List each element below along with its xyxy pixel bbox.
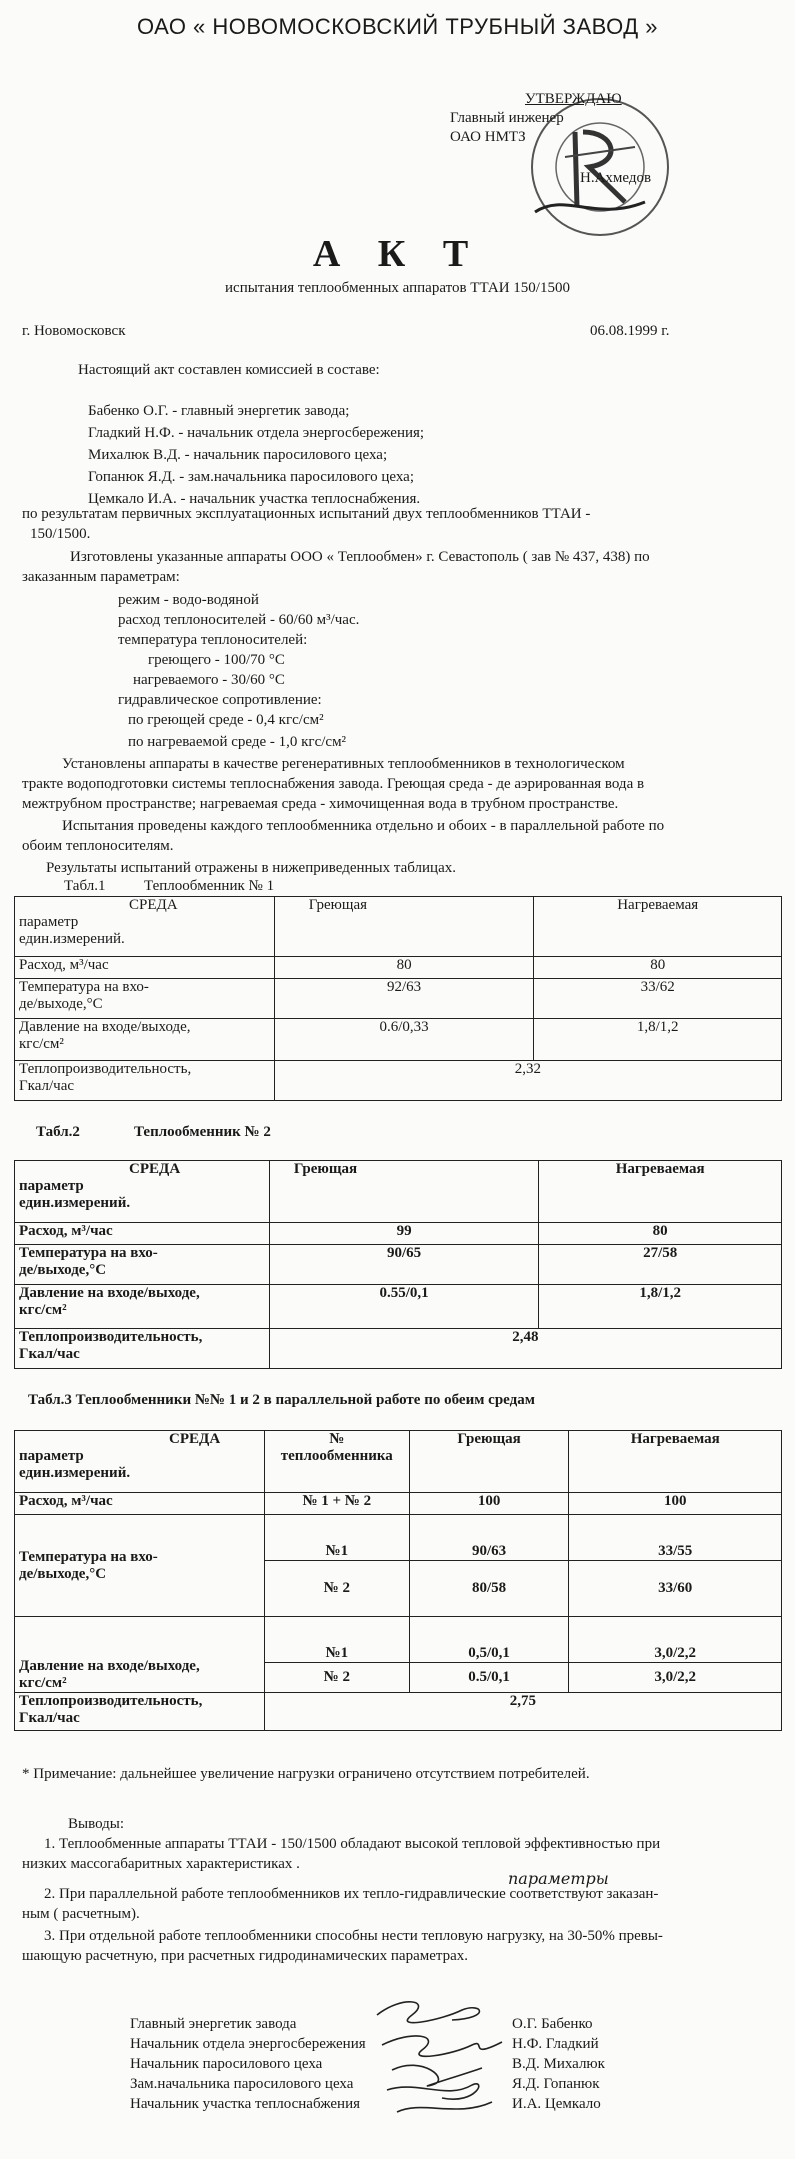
row-label-line: Теплопроизводительность, xyxy=(19,1693,203,1709)
signature-name: В.Д. Михалюк xyxy=(512,2056,605,2072)
cell-value: 3,0/2,2 xyxy=(569,1663,782,1693)
row-label-line: Гкал/час xyxy=(19,1078,75,1094)
table-row xyxy=(15,1431,782,1493)
table-row xyxy=(15,1693,782,1731)
row-label-line: Давление на входе/выходе, xyxy=(19,1285,200,1301)
row-label-line: Температура на вхо- xyxy=(19,1245,158,1261)
signature-role: Начальник участка теплоснабжения xyxy=(130,2096,361,2112)
header-heating: Греющая xyxy=(293,1161,358,1177)
cell-value: 1,8/1,2 xyxy=(539,1285,782,1329)
table-row xyxy=(15,957,782,979)
header-param: параметр xyxy=(19,914,79,930)
signature-role: Зам.начальника паросилового цеха xyxy=(130,2076,354,2092)
signature-name: И.А. Цемкало xyxy=(512,2096,601,2112)
header-heating: Греющая xyxy=(409,1431,569,1493)
row-label-line: Давление на входе/выходе, xyxy=(19,1019,191,1035)
header-number: № xyxy=(329,1431,345,1447)
header-env: СРЕДА xyxy=(129,897,178,913)
header-env: СРЕДА xyxy=(169,1431,221,1447)
conclusion-line: 1. Теплообменные аппараты ТТАИ - 150/1500 обладают высокой тепловой эффективностью при xyxy=(44,1836,661,1852)
cell-value: № 2 xyxy=(264,1663,409,1693)
cell-value: № 2 xyxy=(264,1561,409,1617)
header-units: един.измерений. xyxy=(19,1465,131,1481)
act-title: А К Т xyxy=(312,233,483,275)
act-subtitle: испытания теплообменных аппаратов ТТАИ 150/1500 xyxy=(225,280,570,296)
row-label xyxy=(15,1329,270,1369)
table2-caption-number: Табл.2 xyxy=(36,1124,80,1140)
header-exchanger: теплообменника xyxy=(280,1448,393,1464)
row-label-line: Температура на вхо- xyxy=(19,979,149,995)
cell-value: 2,75 xyxy=(264,1693,781,1731)
cell-value: 0.55/0,1 xyxy=(269,1285,539,1329)
cell-value: 90/65 xyxy=(269,1245,539,1285)
table-header-cell xyxy=(534,897,782,957)
results-line: по результатам первичных эксплуатационных испытаний двух теплообменников ТТАИ - xyxy=(22,506,591,522)
row-label xyxy=(15,1245,270,1285)
table-row xyxy=(15,1515,782,1561)
table-row xyxy=(15,897,782,957)
row-label-line: Гкал/час xyxy=(19,1710,80,1726)
cell-value: 92/63 xyxy=(274,979,534,1019)
cell-value: 80 xyxy=(534,957,782,979)
cell-value: 80/58 xyxy=(409,1561,569,1617)
conclusion-line: низких массогабаритных характеристиках . xyxy=(22,1856,300,1872)
table3 xyxy=(14,1430,782,1731)
header-param: параметр xyxy=(19,1448,84,1464)
handwritten-insert: параметры xyxy=(508,1869,609,1888)
table-row xyxy=(15,1019,782,1061)
table-row xyxy=(15,1161,782,1223)
header-heated: Нагреваемая xyxy=(615,1161,705,1177)
row-label-line: кгс/см² xyxy=(19,1675,67,1691)
signature-role: Начальник паросилового цеха xyxy=(130,2056,323,2072)
table-row xyxy=(15,1285,782,1329)
table-header-cell xyxy=(264,1431,409,1493)
cell-value: № 1 + № 2 xyxy=(264,1493,409,1515)
table-row xyxy=(15,979,782,1019)
cell-value: 2,48 xyxy=(269,1329,781,1369)
table1-caption: Теплообменник № 1 xyxy=(144,878,275,894)
commission-member: Гладкий Н.Ф. - начальник отдела энергосбережения; xyxy=(88,425,425,441)
cell-value: 100 xyxy=(409,1493,569,1515)
table2 xyxy=(14,1160,782,1369)
row-label-line: де/выходе,°С xyxy=(19,1565,107,1582)
commission-member: Цемкало И.А. - начальник участка теплоснабжения. xyxy=(88,491,421,507)
table-row xyxy=(15,1245,782,1285)
table-row xyxy=(15,1061,782,1101)
signature-name: О.Г. Бабенко xyxy=(512,2016,593,2032)
param-mode: режим - водо-водяной xyxy=(118,592,259,608)
param-flow: расход теплоносителей - 60/60 м³/час. xyxy=(118,612,360,628)
cell-value: 0.5/0,1 xyxy=(409,1663,569,1693)
row-label: Расход, м³/час xyxy=(15,957,275,979)
cell-value: 80 xyxy=(539,1223,782,1245)
signature-name: Я.Д. Гопанюк xyxy=(512,2076,600,2092)
header-heated: Нагреваемая xyxy=(569,1431,782,1493)
table2-caption: Теплообменник № 2 xyxy=(134,1124,271,1140)
paragraph-1-line: межтрубном пространстве; нагреваемая среда - химочищенная вода в трубном пространстве. xyxy=(22,796,619,812)
cell-value: 33/62 xyxy=(534,979,782,1019)
table3-caption: Табл.3 Теплообменники №№ 1 и 2 в параллельной работе по обеим средам xyxy=(28,1392,535,1408)
row-label-line: Температура на вхо- xyxy=(19,1548,158,1565)
row-label: Расход, м³/час xyxy=(15,1223,270,1245)
param-hydr1: по греющей среде - 0,4 кгс/см² xyxy=(128,712,324,728)
date: 06.08.1999 г. xyxy=(590,323,670,339)
cell-value: 90/63 xyxy=(409,1515,569,1561)
param-hydr2: по нагреваемой среде - 1,0 кгс/см² xyxy=(128,734,347,750)
table-header-cell xyxy=(269,1161,539,1223)
commission-member: Бабенко О.Г. - главный энергетик завода; xyxy=(88,403,350,419)
cell-value: 3,0/2,2 xyxy=(569,1617,782,1663)
cell-value: 0.6/0,33 xyxy=(274,1019,534,1061)
row-label xyxy=(15,1019,275,1061)
row-label-line: Теплопроизводительность, xyxy=(19,1061,192,1077)
row-label-line: Давление на входе/выходе, xyxy=(19,1658,200,1674)
row-label xyxy=(15,979,275,1019)
param-heated: нагреваемого - 30/60 °С xyxy=(133,672,285,688)
table-row xyxy=(15,1223,782,1245)
conclusion-line: 3. При отдельной работе теплообменники способны нести тепловую нагрузку, на 30-50% превы- xyxy=(44,1928,663,1944)
company-header: ОАО « НОВОМОСКОВСКИЙ ТРУБНЫЙ ЗАВОД » xyxy=(137,14,658,39)
commission-member: Михалюк В.Д. - начальник паросилового цеха; xyxy=(88,447,388,463)
approval-block xyxy=(450,90,651,188)
table-header-cell xyxy=(274,897,534,957)
row-label xyxy=(15,1515,265,1617)
signature-name: Н.Ф. Гладкий xyxy=(512,2036,599,2052)
approval-name: Н.Ахмедов xyxy=(580,170,652,186)
table-header-cell xyxy=(15,897,275,957)
header-units: един.измерений. xyxy=(19,931,125,947)
cell-value: 33/55 xyxy=(569,1515,782,1561)
param-heating: греющего - 100/70 °С xyxy=(148,652,285,668)
row-label xyxy=(15,1285,270,1329)
row-label-line: Гкал/час xyxy=(19,1346,80,1362)
row-label-line: де/выходе,°С xyxy=(19,1262,107,1278)
conclusions-title: Выводы: xyxy=(68,1816,125,1832)
signature-role: Главный энергетик завода xyxy=(130,2016,297,2032)
cell-value: №1 xyxy=(264,1515,409,1561)
cell-value: 33/60 xyxy=(569,1561,782,1617)
signature-role: Начальник отдела энергосбережения xyxy=(130,2036,366,2052)
paragraph-1-line: Установлены аппараты в качестве регенеративных теплообменников в технологическом xyxy=(62,756,625,772)
header-heating: Греющая xyxy=(308,897,367,913)
manufacturer-line: заказанным параметрам: xyxy=(22,569,180,585)
approval-role: Главный инженер xyxy=(450,110,564,126)
table-row xyxy=(15,1617,782,1663)
conclusion-line: шающую расчетную, при расчетных гидродинамических параметрах. xyxy=(22,1948,469,1964)
commission-member: Гопанюк Я.Д. - зам.начальника паросилового цеха; xyxy=(88,469,414,485)
row-label xyxy=(15,1693,265,1731)
row-label-line: де/выходе,°С xyxy=(19,996,103,1012)
paragraph-2-line: Испытания проведены каждого теплообменника отдельно и обоих - в параллельной работе по xyxy=(62,818,665,834)
row-label xyxy=(15,1061,275,1101)
table1-caption-number: Табл.1 xyxy=(64,878,106,894)
paragraph-3: Результаты испытаний отражены в нижеприведенных таблицах. xyxy=(46,860,456,876)
row-label xyxy=(15,1617,265,1693)
cell-value: 100 xyxy=(569,1493,782,1515)
handwritten-signatures xyxy=(372,1990,522,2125)
header-env: СРЕДА xyxy=(129,1161,181,1177)
param-hydr-title: гидравлическое сопротивление: xyxy=(118,692,322,708)
table-header-cell xyxy=(15,1161,270,1223)
row-label-line: кгс/см² xyxy=(19,1036,64,1052)
param-temp-title: температура теплоносителей: xyxy=(118,632,308,648)
results-line: 150/1500. xyxy=(30,526,91,542)
conclusion-line: ным ( расчетным). xyxy=(22,1906,140,1922)
table-header-cell xyxy=(15,1431,265,1493)
paragraph-2-line: обоим теплоносителям. xyxy=(22,838,174,854)
header-heated: Нагреваемая xyxy=(617,897,699,913)
cell-value: 0,5/0,1 xyxy=(409,1617,569,1663)
conclusion-line: 2. При параллельной работе теплообменников их тепло-гидравлические соответствуют заказан- xyxy=(44,1886,659,1902)
footnote: * Примечание: дальнейшее увеличение нагрузки ограничено отсутствием потребителей. xyxy=(22,1766,590,1782)
commission-list xyxy=(88,400,424,510)
cell-value: 80 xyxy=(274,957,534,979)
row-label-line: кгс/см² xyxy=(19,1302,67,1318)
header-units: един.измерений. xyxy=(19,1195,131,1211)
cell-value: 27/58 xyxy=(539,1245,782,1285)
cell-value: 99 xyxy=(269,1223,539,1245)
intro-text: Настоящий акт составлен комиссией в составе: xyxy=(78,362,380,378)
row-label-line: Теплопроизводительность, xyxy=(19,1329,203,1345)
table-header-cell xyxy=(539,1161,782,1223)
approval-org: ОАО НМТЗ xyxy=(450,129,526,145)
approval-word: УТВЕРЖДАЮ xyxy=(525,91,622,107)
manufacturer-line: Изготовлены указанные аппараты ООО « Теплообмен» г. Севастополь ( зав № 437, 438) по xyxy=(70,549,650,565)
cell-value: 1,8/1,2 xyxy=(534,1019,782,1061)
cell-value: №1 xyxy=(264,1617,409,1663)
cell-value: 2,32 xyxy=(274,1061,781,1101)
header-param: параметр xyxy=(19,1178,84,1194)
table1 xyxy=(14,896,782,1101)
city: г. Новомосковск xyxy=(22,323,126,339)
paragraph-1-line: тракте водоподготовки системы теплоснабжения завода. Греющая среда - де аэрированная вода в xyxy=(22,776,645,792)
table-row xyxy=(15,1329,782,1369)
row-label: Расход, м³/час xyxy=(15,1493,265,1515)
table-row xyxy=(15,1493,782,1515)
